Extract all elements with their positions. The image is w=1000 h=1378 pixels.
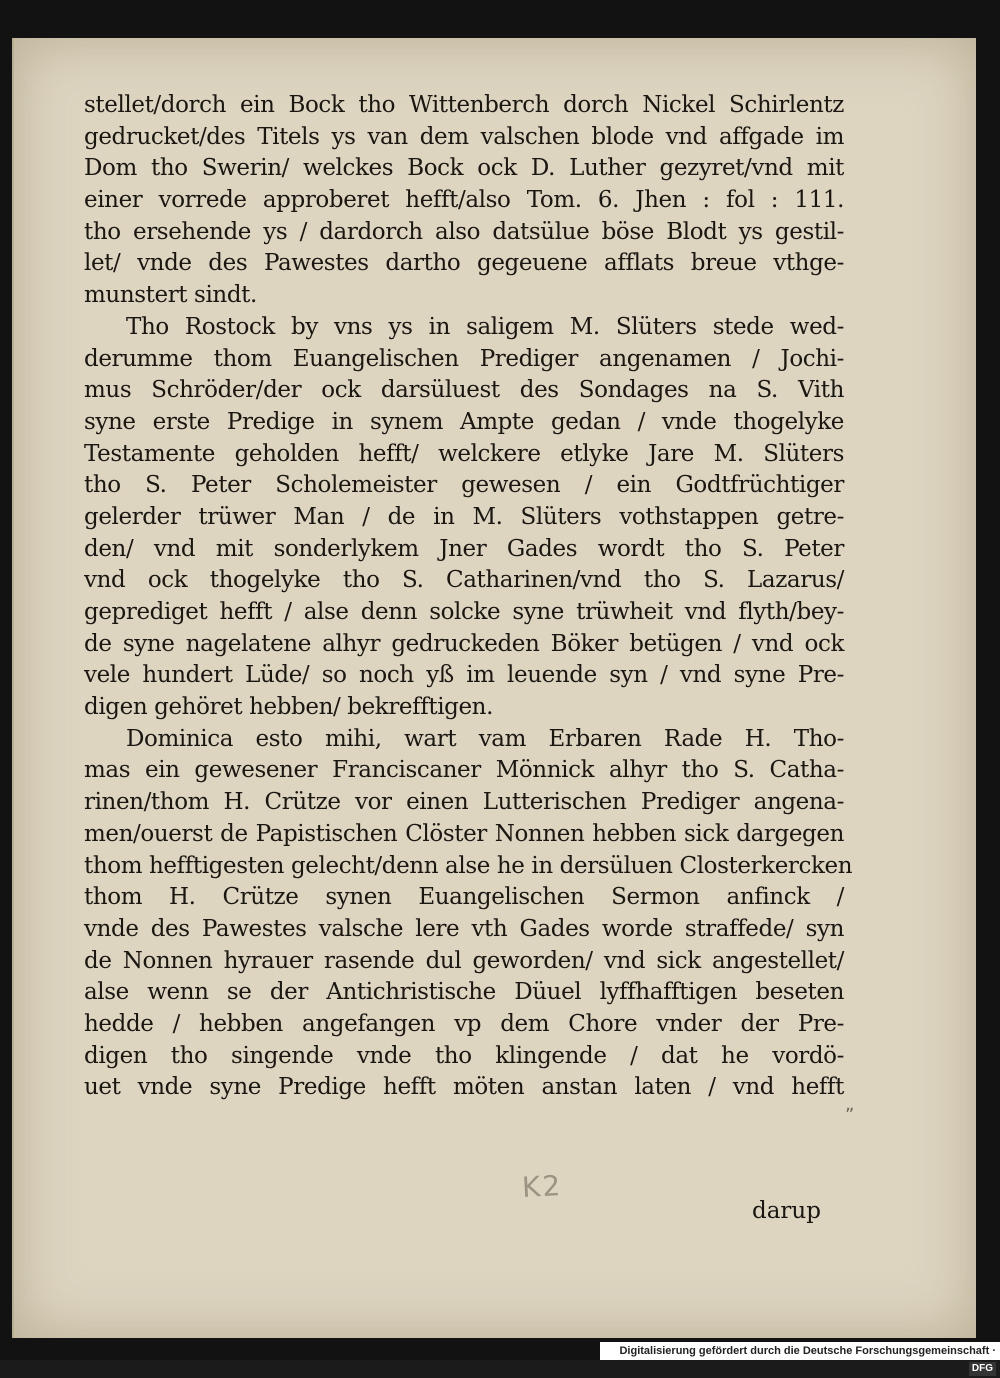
text-line: stellet/dorch ein Bock tho Wittenberch dorch Nickel Schirlentz [84, 92, 844, 118]
dfg-credit-text: Digitalisierung gefördert durch die Deutsche Forschungsgemeinschaft [619, 1345, 990, 1357]
text-line: einer vorrede approberet hefft/also Tom. 6. Jhen : fol : 111. [84, 187, 844, 214]
text-line: tho ersehende ys / dardorch also datsülue böse Blodt ys gestil- [84, 218, 844, 245]
text-line: vnd ock thogelyke tho S. Catharinen/vnd tho S. Lazarus/ [84, 567, 844, 594]
catchword: darup [752, 1198, 821, 1224]
text-line: thom hefftigesten gelecht/denn alse he in dersüluen Closterkercken [84, 852, 853, 879]
margin-annotation: „ [845, 1094, 855, 1115]
text-line: hedde / hebben angefangen vp dem Chore vnder der Pre- [84, 1010, 844, 1037]
text-line: Dominica esto mihi, wart vam Erbaren Rade H. Tho- [126, 725, 844, 752]
pencil-signature-mark: K2 [521, 1168, 564, 1205]
text-line: Testamente geholden hefft/ welckere etlyke Jare M. Slüters [84, 440, 844, 467]
text-line: digen gehöret hebben/ bekrefftigen. [84, 694, 494, 721]
text-line: den/ vnd mit sonderlykem Jner Gades wordt tho S. Peter [84, 535, 844, 562]
text-line: gedrucket/des Titels ys van dem valschen blode vnd affgade im [84, 123, 844, 150]
text-line: tho S. Peter Scholemeister gewesen / ein Godtfrüchtiger [84, 472, 844, 499]
body-text [84, 90, 853, 1104]
text-line: derumme thom Euangelischen Prediger angenamen / Jochi- [84, 345, 844, 372]
text-line: uet vnde syne Predige hefft möten anstan laten / vnd hefft [84, 1074, 844, 1101]
text-line: geprediget hefft / alse denn solcke syne trüwheit vnd flyth/bey- [84, 599, 844, 625]
text-line: rinen/thom H. Crütze vor einen Lutterischen Prediger angena- [84, 789, 844, 816]
text-line: alse wenn se der Antichristische Düuel lyffhafftigen beseten [84, 979, 844, 1006]
text-line: Tho Rostock by vns ys in saligem M. Slüters stede wed- [126, 313, 844, 340]
text-line: munstert sindt. [84, 282, 257, 309]
text-line: de Nonnen hyrauer rasende dul geworden/ vnd sick angestellet/ [84, 947, 844, 974]
text-line: Dom tho Swerin/ welckes Bock ock D. Luther gezyret/vnd mit [84, 155, 844, 182]
text-line: mas ein gewesener Franciscaner Mönnick alhyr tho S. Catha- [84, 757, 844, 784]
book-page [12, 38, 976, 1338]
text-line: de syne nagelatene alhyr gedruckeden Böker betügen / vnd ock [84, 630, 844, 657]
dfg-credit-bar: Digitalisierung gefördert durch die Deutsche Forschungsgemeinschaft · DFG [600, 1342, 1000, 1360]
text-line: gelerder trüwer Man / de in M. Slüters vothstappen getre- [84, 503, 844, 530]
text-line: men/ouerst de Papistischen Clöster Nonnen hebben sick dargegen [84, 820, 844, 847]
text-line: mus Schröder/der ock darsüluest des Sondages na S. Vith [84, 377, 844, 404]
dfg-logo-icon: DFG [969, 1362, 996, 1376]
text-line: syne erste Predige in synem Ampte gedan / vnde thogelyke [84, 408, 844, 435]
text-line: digen tho singende vnde tho klingende / dat he vordö- [84, 1042, 844, 1069]
text-line: thom H. Crütze synen Euangelischen Sermon anfinck / [84, 884, 844, 911]
text-line: let/ vnde des Pawestes dartho gegeuene afflats breue vthge- [84, 250, 844, 277]
text-line: vele hundert Lüde/ so noch yß im leuende syn / vnd syne Pre- [84, 662, 844, 689]
text-line: vnde des Pawestes valsche lere vth Gades worde straffede/ syn [84, 915, 844, 942]
